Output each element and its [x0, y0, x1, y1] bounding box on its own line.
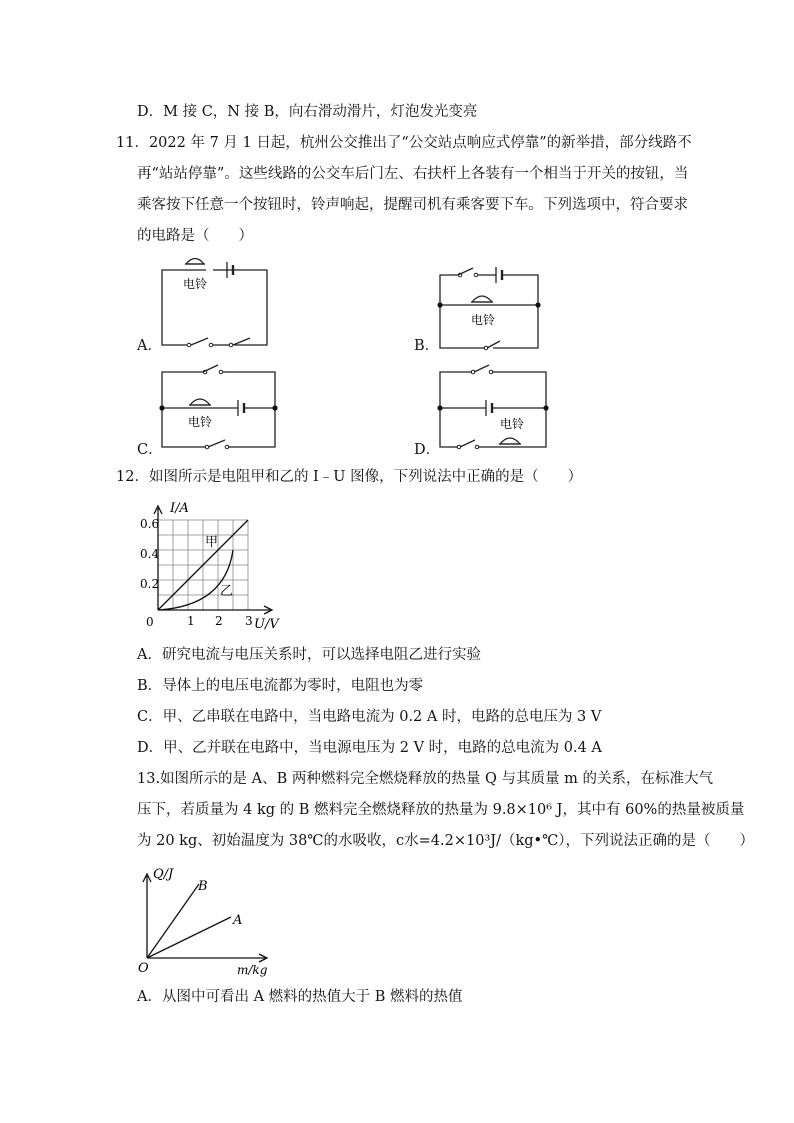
q11-option-b-label: B． — [414, 338, 440, 354]
q12-option-a: A．研究电流与电压关系时，可以选择电阻乙进行实验 — [137, 647, 481, 663]
q-m-graph — [135, 862, 285, 977]
q11-option-d-label: D． — [414, 442, 441, 458]
y-axis-label: I/A — [170, 501, 189, 516]
q12-option-c: C．甲、乙串联在电路中，当电路电流为 0.2 A 时，电路的总电压为 3 V — [137, 709, 602, 725]
q12-option-b: B．导体上的电压电流都为零时，电阻也为零 — [137, 678, 424, 694]
q10-option-d: D．M 接 C，N 接 B，向右滑动滑片，灯泡发光变亮 — [137, 104, 478, 120]
line-a — [147, 917, 231, 958]
origin-label: O — [138, 961, 149, 976]
q11-option-a-label: A． — [137, 338, 162, 354]
line-a-label: A — [233, 913, 243, 928]
y-tick-0.6: 0.6 — [140, 517, 160, 531]
q13-stem-line1: 13.如图所示的是 A、B 两种燃料完全燃烧释放的热量 Q 与其质量 m 的关系，在标准大气 — [137, 771, 713, 787]
x-tick-2: 2 — [215, 614, 223, 628]
q11-stem-line4: 的电路是（ ） — [137, 228, 253, 244]
q11-option-c-label: C． — [137, 442, 163, 458]
q11-stem-line1: 11．2022 年 7 月 1 日起，杭州公交推出了“公交站点响应式停靠”的新举措，部分线路不 — [116, 135, 692, 151]
bell-label: 电铃 — [188, 415, 213, 429]
x-tick-3: 3 — [245, 614, 253, 628]
y-axis-label: Q/J — [153, 867, 174, 882]
q12-option-d: D．甲、乙并联在电路中，当电源电压为 2 V 时，电路的总电流为 0.4 A — [137, 740, 602, 756]
q11-stem-line2: 再“站站停靠”。这些线路的公交车后门左、右扶杆上各装有一个相当于开关的按钮，当 — [137, 166, 689, 182]
x-axis-label: U/V — [254, 617, 279, 632]
curve-jia-label: 甲 — [205, 535, 219, 550]
x-axis-label: m/kg — [237, 963, 268, 977]
y-tick-0.4: 0.4 — [140, 547, 160, 561]
bell-label: 电铃 — [500, 417, 525, 431]
circuit-b-diagram — [428, 258, 553, 353]
iu-graph — [140, 498, 290, 633]
y-tick-0.2: 0.2 — [140, 577, 160, 591]
bell-label: 电铃 — [183, 277, 208, 291]
q11-stem-line3: 乘客按下任意一个按钮时，铃声响起，提醒司机有乘客要下车。下列选项中，符合要求 — [137, 197, 688, 213]
q12-stem: 12．如图所示是电阻甲和乙的 I﹣U 图像，下列说法中正确的是（ ） — [116, 469, 583, 485]
q13-option-a: A．从图中可看出 A 燃料的热值大于 B 燃料的热值 — [137, 989, 463, 1005]
line-b-label: B — [198, 879, 208, 894]
bell-label: 电铃 — [471, 313, 496, 327]
circuit-a-diagram — [150, 250, 275, 350]
line-b — [147, 884, 199, 958]
circuit-c-diagram — [150, 360, 280, 455]
x-tick-1: 1 — [187, 614, 195, 628]
origin-label: 0 — [146, 615, 154, 629]
q13-stem-line3: 为 20 kg、初始温度为 38℃的水吸收，c水=4.2×10³J/（kg•℃），下列说法正确的是（ ） — [137, 833, 755, 849]
circuit-d-diagram — [428, 360, 558, 455]
q13-stem-line2: 压下，若质量为 4 kg 的 B 燃料完全燃烧释放的热量为 9.8×10⁶ J，其中有 60%的热量被质量 — [137, 802, 745, 818]
curve-yi-label: 乙 — [220, 584, 234, 599]
